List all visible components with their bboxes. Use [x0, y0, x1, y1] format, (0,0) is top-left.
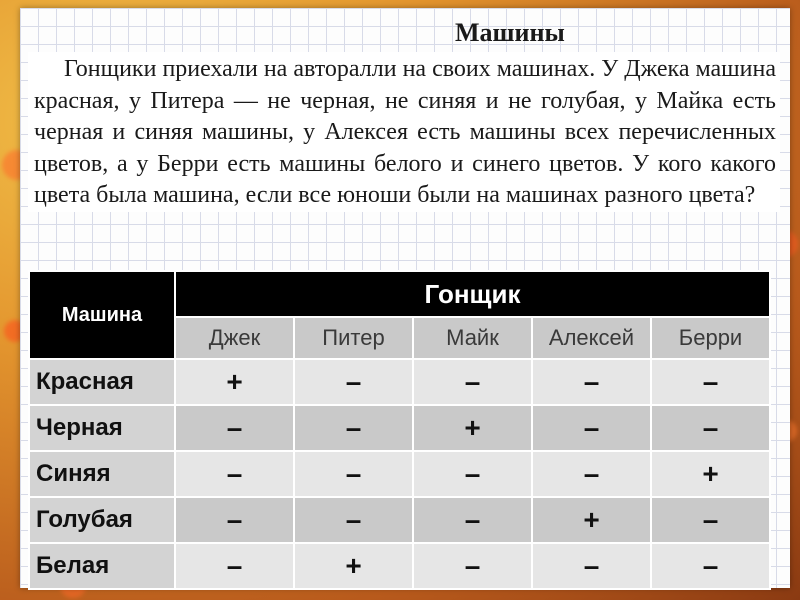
table-cell: –: [702, 412, 719, 443]
table-cell: +: [702, 458, 719, 489]
table-cell: –: [464, 366, 481, 397]
table-row: [29, 359, 770, 405]
column-header-berry: Берри: [651, 317, 770, 359]
row-label: Синяя: [29, 451, 175, 497]
table-cell: +: [583, 504, 600, 535]
column-header-jack: Джек: [175, 317, 294, 359]
table-cell: –: [226, 458, 243, 489]
table-row: [29, 405, 770, 451]
row-header-cell: Машина: [29, 271, 175, 359]
column-group-header: Гонщик: [175, 271, 770, 317]
table-cell: –: [464, 504, 481, 535]
table-cell: –: [702, 550, 719, 581]
table-row: [29, 451, 770, 497]
table-cell: –: [464, 458, 481, 489]
table-cell: –: [583, 458, 600, 489]
table-cell: –: [226, 504, 243, 535]
table-cell: –: [583, 550, 600, 581]
table-cell: –: [345, 366, 362, 397]
row-label: Красная: [29, 359, 175, 405]
table-cell: –: [345, 504, 362, 535]
table-cell: –: [464, 550, 481, 581]
row-label: Белая: [29, 543, 175, 589]
table-cell: –: [583, 366, 600, 397]
row-label: Голубая: [29, 497, 175, 543]
table-row: [29, 497, 770, 543]
table-cell: –: [702, 366, 719, 397]
table-cell: –: [583, 412, 600, 443]
column-header-alexey: Алексей: [532, 317, 651, 359]
table-cell: –: [345, 412, 362, 443]
table-cell: +: [464, 412, 481, 443]
table-cell: –: [226, 412, 243, 443]
answer-table: [28, 270, 771, 590]
table-cell: –: [226, 550, 243, 581]
table-cell: +: [226, 366, 243, 397]
row-label: Черная: [29, 405, 175, 451]
table-row: [29, 543, 770, 589]
column-header-peter: Питер: [294, 317, 413, 359]
column-header-mike: Майк: [413, 317, 532, 359]
table-cell: +: [345, 550, 362, 581]
table-cell: –: [345, 458, 362, 489]
page-title: Машины: [455, 18, 565, 47]
problem-text: Гонщики приехали на авторалли на своих машинах. У Джека машина красная, у Питера — не черная, не синяя и не голубая, у Майка есть черная и синяя машины, у Алексея есть машины всех перечисленных цветов, а у Берри есть машины белого и синего цветов. У кого какого цвета была машина, если все юноши были на машинах разного цвета?: [28, 52, 780, 212]
table-cell: –: [702, 504, 719, 535]
